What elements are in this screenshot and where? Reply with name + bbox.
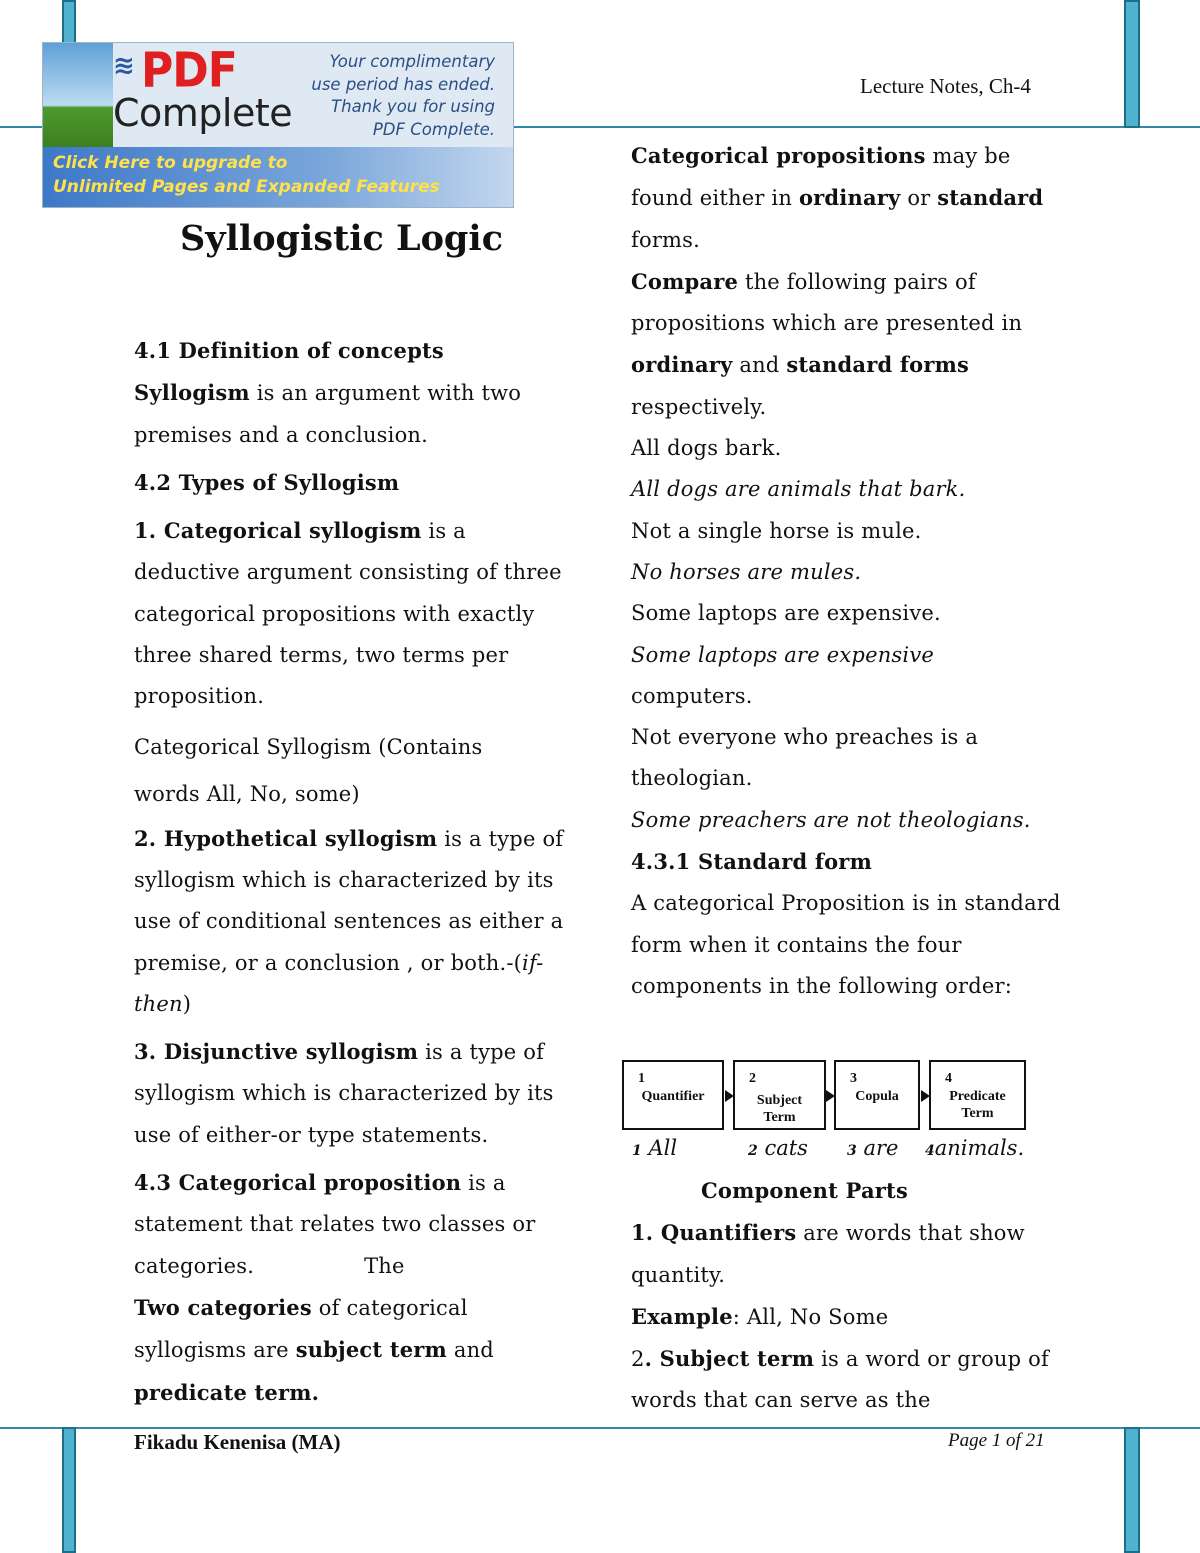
right-column-lower (631, 1170, 1061, 1422)
standard-form-diagram (622, 1060, 1042, 1170)
corner-bar-top-left (62, 0, 76, 44)
example-2-ordinary: Not a single horse is mule. (631, 518, 922, 543)
categorical-proposition-definition: 4.3 Categorical proposition is a statement that relates two classes or categories. The (134, 1170, 536, 1278)
bottom-rule (0, 1427, 1200, 1429)
stack-icon: ≋ (113, 51, 135, 81)
box-copula: 3 Copula (834, 1060, 920, 1130)
banner-logo-pdf: PDF (141, 42, 237, 99)
example-animals: 4animals. (925, 1136, 1025, 1160)
box-predicate-term: 4 Predicate Term (929, 1060, 1026, 1130)
corner-bar-top-right (1124, 0, 1140, 128)
pdf-complete-banner[interactable] (42, 42, 514, 208)
footer-page-number: Page 1 of 21 (948, 1430, 1045, 1451)
component-parts-heading: Component Parts (701, 1178, 908, 1203)
upgrade-line-2[interactable]: Unlimited Pages and Expanded Features (53, 177, 440, 197)
example-1-ordinary: All dogs bark. (631, 436, 782, 461)
upgrade-line-1[interactable]: Click Here to upgrade to (53, 153, 288, 173)
example-4-standard: Some preachers are not theologians. (631, 807, 1031, 832)
heading-4-2: 4.2 Types of Syllogism (134, 469, 400, 495)
banner-message: Your complimentary use period has ended. Thank you for using PDF Complete. (311, 52, 495, 139)
banner-image (43, 43, 113, 147)
box-quantifier: 1 Quantifier (622, 1060, 724, 1130)
example-2-standard: No horses are mules. (631, 559, 862, 584)
standard-form-definition: A categorical Proposition is in standard form when it contains the four components in the following order: (631, 891, 1061, 998)
right-column (631, 135, 1061, 1007)
example-all: 1 All (632, 1136, 678, 1160)
subject-term-definition: 2. Subject term is a word or group of words that can serve as the (631, 1346, 1049, 1413)
banner-logo-complete: Complete (113, 91, 293, 135)
quantifiers-definition: 1. Quantifiers are words that show quantity. (631, 1220, 1025, 1287)
categorical-syllogism-note: Categorical Syllogism (Contains words All, No, some) (134, 734, 483, 806)
categorical-syllogism-definition: 1. Categorical syllogism is a deductive argument consisting of three categorical propositions with exactly three shared terms, two terms per proposition. (134, 518, 562, 709)
compare-intro: Compare the following pairs of propositions which are presented in ordinary and standard forms respectively. (631, 268, 1023, 419)
categorical-propositions-intro: Categorical propositions may be found either in ordinary or standard forms. (631, 143, 1044, 252)
page-title: Syllogistic Logic (180, 218, 504, 259)
heading-4-1: 4.1 Definition of concepts (134, 338, 444, 363)
heading-4-3-1: 4.3.1 Standard form (631, 849, 872, 875)
left-column (134, 330, 574, 1414)
corner-bar-bottom-right (1124, 1427, 1140, 1553)
example-4-ordinary: Not everyone who preaches is a theologian. (631, 725, 979, 791)
example-cats: 2 cats (748, 1136, 808, 1160)
disjunctive-syllogism-definition: 3. Disjunctive syllogism is a type of syllogism which is characterized by its use of either-or type statements. (134, 1039, 554, 1147)
example-are: 3 are (847, 1136, 899, 1160)
upgrade-link[interactable] (43, 147, 513, 208)
syllogism-definition: Syllogism is an argument with two premises and a conclusion. (134, 380, 522, 447)
quantifiers-example: Example: All, No Some (631, 1303, 889, 1329)
hypothetical-syllogism-definition: 2. Hypothetical syllogism is a type of syllogism which is characterized by its use of conditional sentences as either a premise, or a conclusion , or both.-(if-then) (134, 825, 564, 1016)
two-categories: Two categories of categorical syllogisms are subject term and predicate term. (134, 1294, 494, 1405)
box-subject-term: 2 Subject Term (733, 1060, 826, 1130)
corner-bar-bottom-left (62, 1427, 76, 1553)
example-3-ordinary: Some laptops are expensive. (631, 601, 941, 626)
example-3-standard: Some laptops are expensive computers. (631, 642, 935, 708)
footer-author: Fikadu Kenenisa (MA) (134, 1430, 341, 1454)
header-chapter: Lecture Notes, Ch-4 (860, 74, 1031, 98)
example-1-standard: All dogs are animals that bark. (631, 477, 966, 502)
